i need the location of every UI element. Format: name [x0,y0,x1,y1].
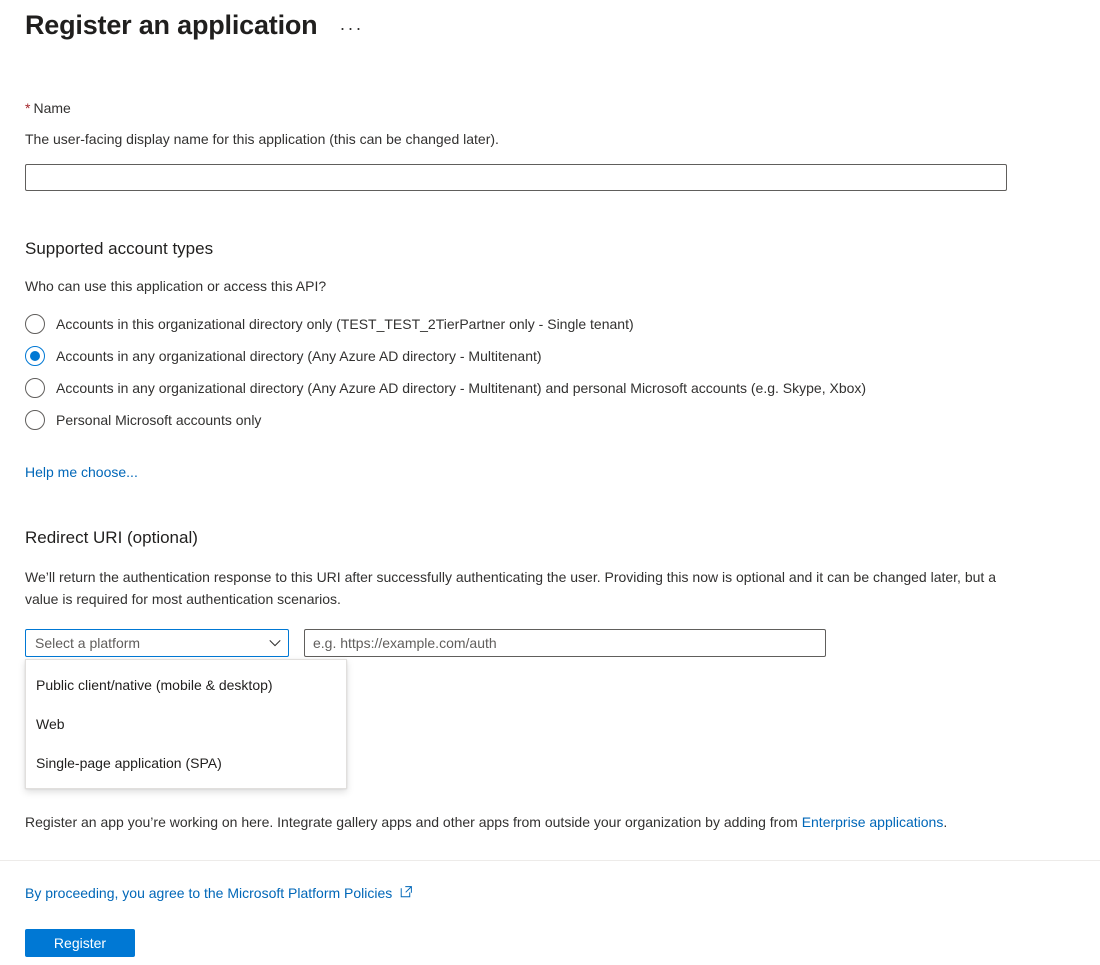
register-button[interactable]: Register [25,929,135,957]
radio-icon [25,378,45,398]
redirect-uri-row [25,629,1075,771]
radio-multitenant-and-personal[interactable] [25,372,1075,404]
radio-icon [25,410,45,430]
radio-label: Personal Microsoft accounts only [56,412,262,428]
enterprise-applications-link[interactable]: Enterprise applications [801,814,944,830]
platform-select-value: Select a platform [35,635,141,651]
footer-divider [0,860,1100,861]
footer-note-prefix: Register an app you’re working on here. Integrate gallery apps and other apps from outside your organization by adding from [25,814,802,830]
radio-label: Accounts in any organizational directory (Any Azure AD directory - Multitenant) and personal Microsoft accounts (e.g. Skype, Xbox) [56,380,867,396]
footer-note-suffix: . [943,814,948,830]
chevron-down-icon [268,636,282,650]
required-indicator: * [25,100,31,116]
page-header [0,0,1100,42]
radio-icon [25,314,45,334]
help-me-choose-link[interactable]: Help me choose... [25,464,138,480]
name-label-text: Name [33,100,71,116]
radio-label: Accounts in any organizational directory (Any Azure AD directory - Multitenant) [56,348,542,364]
radio-personal-only[interactable] [25,404,1075,436]
name-input[interactable] [25,164,1007,191]
platform-option-public-client[interactable]: Public client/native (mobile & desktop) [36,676,273,693]
redirect-uri-input[interactable] [304,629,826,657]
supported-account-types-title: Supported account types [25,239,214,258]
form-content [0,100,1100,771]
page-title: Register an application [25,10,318,40]
external-link-icon [400,885,413,901]
radio-selected-icon [25,346,45,366]
supported-account-types-question: Who can use this application or access this API? [25,278,327,294]
redirect-uri-description: We’ll return the authentication response to this URI after successfully authenticating the user. Providing this now is optional and it can be changed later, but a value is required for most authentication scenarios. [25,569,996,607]
radio-multitenant[interactable] [25,340,1075,372]
radio-single-tenant[interactable] [25,308,1075,340]
platform-select[interactable] [25,629,289,657]
account-types-radio-group [25,308,1075,436]
name-field-description: The user-facing display name for this application (this can be changed later). [25,131,499,147]
more-actions-icon[interactable]: ··· [339,18,364,38]
platform-option-spa[interactable]: Single-page application (SPA) [36,754,222,771]
platform-select-options [25,659,347,789]
policy-line [25,885,413,901]
platform-policies-link[interactable]: By proceeding, you agree to the Microsoft Platform Policies [25,885,393,901]
footer-note [25,812,1075,832]
name-field-label [25,100,1075,116]
redirect-uri-title: Redirect URI (optional) [25,528,198,547]
platform-select-wrapper [25,629,289,771]
platform-option-web[interactable]: Web [36,715,65,732]
radio-label: Accounts in this organizational directory only (TEST_TEST_2TierPartner only - Single tenant) [56,316,634,332]
